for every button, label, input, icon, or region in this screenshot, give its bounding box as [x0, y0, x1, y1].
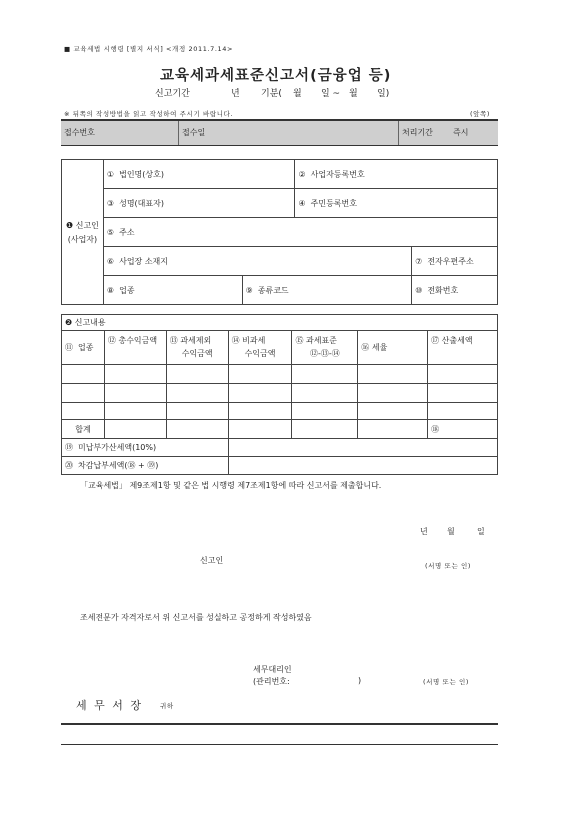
- field-number: ⑨: [245, 285, 253, 295]
- column-number: ⑰: [431, 336, 440, 345]
- agent-management-number-close: ): [358, 676, 362, 685]
- col-header-excluded-revenue: [166, 331, 228, 365]
- period-day-from: 일 ~: [321, 89, 341, 99]
- field-label: 주민등록번호: [310, 198, 357, 208]
- agent-sign-or-seal: (서명 또는 인): [423, 678, 469, 686]
- receipt-number-label: 접수번호: [64, 128, 95, 137]
- table-cell[interactable]: [228, 365, 292, 384]
- field-number: ⑩: [415, 285, 423, 295]
- date-day: 일: [477, 527, 485, 536]
- table-cell[interactable]: [358, 365, 428, 384]
- instruction-note: ※ 뒤쪽의 작성방법을 읽고 작성하여 주시기 바랍니다.: [64, 110, 234, 118]
- col-header-calculated-tax: [428, 331, 498, 365]
- receipt-divider: [398, 121, 399, 145]
- field-label: 법인명(상호): [119, 169, 164, 179]
- table-cell[interactable]: [62, 384, 105, 403]
- receipt-bar: [61, 119, 498, 146]
- column-label-line2: 수익금액: [181, 349, 213, 358]
- field-email[interactable]: [412, 247, 498, 276]
- agent-statement: 조세전문가 자격자로서 위 신고서를 성실하고 공정하게 작성하였음: [80, 613, 312, 622]
- agent-management-number: (관리번호:: [253, 677, 290, 686]
- unpaid-penalty-label: [62, 439, 229, 457]
- total-number: ⑱: [431, 424, 440, 434]
- period-year: 년: [231, 89, 240, 99]
- field-label: 사업장 소재지: [119, 256, 169, 266]
- field-phone[interactable]: [412, 276, 498, 305]
- table-cell[interactable]: [292, 403, 358, 420]
- period-label: 신고기간: [155, 89, 190, 99]
- column-number: ⑭: [231, 336, 240, 345]
- table-cell[interactable]: [104, 420, 166, 439]
- table-cell[interactable]: [166, 384, 228, 403]
- field-label: 종류코드: [257, 285, 289, 295]
- receipt-date-label: 접수일: [182, 128, 206, 137]
- field-business-reg-no[interactable]: [295, 160, 498, 189]
- column-label: 세율: [371, 343, 388, 352]
- column-label-line2: 수익금액: [244, 349, 276, 358]
- total-label: 합계: [62, 420, 105, 439]
- field-business-location[interactable]: [103, 247, 411, 276]
- period-month-to: 월: [349, 89, 358, 99]
- receipt-divider: [178, 121, 179, 145]
- table-cell[interactable]: [358, 384, 428, 403]
- unpaid-penalty-row: [62, 439, 498, 457]
- table-cell[interactable]: [292, 384, 358, 403]
- field-label: 성명(대표자): [119, 198, 164, 208]
- table-cell[interactable]: [358, 420, 428, 439]
- table-row: [62, 365, 498, 384]
- field-number: ⑧: [106, 285, 115, 295]
- column-number: ⑫: [107, 336, 116, 345]
- net-payable-row: [62, 457, 498, 475]
- table-row: [62, 384, 498, 403]
- period-month-from: 월: [293, 89, 302, 99]
- col-header-tax-base: [292, 331, 358, 365]
- filer-section-label-line1: ❶ 신고인: [66, 220, 99, 230]
- table-cell[interactable]: [104, 365, 166, 384]
- report-section-label: ❷ 신고내용: [62, 315, 498, 331]
- legal-reference: ■ 교육세법 시행령 [별지 서식] <개정 2011.7.14>: [64, 45, 234, 53]
- field-number: ⑤: [106, 227, 115, 237]
- period-quarter: 기분(: [261, 89, 282, 99]
- date-year: 년: [420, 527, 428, 536]
- column-number: ⑯: [361, 343, 370, 352]
- row-number: ⑲: [65, 443, 73, 452]
- form-title: 교육세과세표준신고서(금융업 등): [160, 68, 392, 84]
- column-label: 산출세액: [441, 336, 473, 345]
- table-cell[interactable]: [292, 420, 358, 439]
- table-cell[interactable]: [228, 403, 292, 420]
- field-address[interactable]: [103, 218, 497, 247]
- field-resident-reg-no[interactable]: [295, 189, 498, 218]
- table-cell[interactable]: [166, 403, 228, 420]
- net-payable-value[interactable]: [228, 457, 497, 475]
- total-tax-cell[interactable]: [428, 420, 498, 439]
- bottom-divider: [61, 744, 498, 745]
- bottom-divider: [61, 723, 498, 725]
- table-cell[interactable]: [166, 365, 228, 384]
- date-month: 월: [447, 527, 455, 536]
- table-cell[interactable]: [62, 403, 105, 420]
- unpaid-penalty-value[interactable]: [228, 439, 497, 457]
- table-cell[interactable]: [428, 365, 498, 384]
- filer-info-table: [61, 159, 498, 305]
- processing-period-value: 즉시: [453, 128, 469, 137]
- col-header-tax-rate: [358, 331, 428, 365]
- field-number: ③: [106, 198, 115, 208]
- field-type-code[interactable]: [242, 276, 412, 305]
- row-label: 미납부가산세액(10%): [78, 443, 157, 452]
- field-label: 전화번호: [427, 285, 459, 295]
- reporting-period-line: [155, 86, 405, 98]
- field-number: ①: [106, 169, 115, 179]
- field-label: 주소: [119, 227, 135, 237]
- column-number: ⑪: [65, 343, 73, 352]
- column-label: 비과세: [242, 336, 266, 345]
- field-label: 전자우편주소: [427, 256, 474, 266]
- field-company-name[interactable]: [103, 160, 295, 189]
- table-cell[interactable]: [62, 365, 105, 384]
- column-label-line2: ⑫-⑬-⑭: [309, 349, 340, 358]
- column-label: 업종: [78, 343, 94, 352]
- column-number: ⑮: [295, 336, 304, 345]
- declaration-statement: 「교육세법」 제9조제1항 및 같은 법 시행령 제7조제1항에 따라 신고서를 제출합니다.: [80, 481, 382, 490]
- row-label: 차감납부세액(⑱ + ⑲): [78, 461, 159, 470]
- declaration-date: [420, 526, 492, 538]
- report-contents-table: [61, 314, 498, 475]
- table-cell[interactable]: [228, 420, 292, 439]
- field-number: ⑦: [415, 256, 423, 266]
- col-header-nontaxable-revenue: [228, 331, 292, 365]
- field-representative-name[interactable]: [103, 189, 295, 218]
- table-cell[interactable]: [292, 365, 358, 384]
- field-industry[interactable]: [103, 276, 242, 305]
- table-cell[interactable]: [428, 403, 498, 420]
- column-number: ⑬: [169, 336, 178, 345]
- column-label: 총수익금액: [118, 336, 158, 345]
- processing-period-label: 처리기간: [402, 128, 433, 137]
- field-label: 업종: [119, 285, 135, 295]
- filer-section-label: [62, 160, 104, 305]
- filer-section-label-line2: (사업자): [67, 234, 98, 244]
- table-cell[interactable]: [358, 403, 428, 420]
- front-side-label: (앞쪽): [470, 110, 491, 118]
- column-label: 과세표준: [306, 336, 337, 345]
- table-cell[interactable]: [104, 384, 166, 403]
- filer-signature-label: 신고인: [200, 556, 224, 565]
- column-label: 과세제외: [180, 336, 212, 345]
- table-cell[interactable]: [104, 403, 166, 420]
- col-header-total-revenue: [104, 331, 166, 365]
- col-header-industry: [62, 331, 105, 365]
- table-cell[interactable]: [166, 420, 228, 439]
- tax-office-head: 세 무 서 장: [76, 699, 143, 712]
- field-number: ④: [298, 198, 306, 208]
- filer-sign-or-seal: (서명 또는 인): [425, 562, 471, 570]
- honorific: 귀하: [160, 702, 174, 710]
- total-row: [62, 420, 498, 439]
- table-cell[interactable]: [428, 384, 498, 403]
- tax-agent-label: 세무대리인: [253, 665, 292, 674]
- field-number: ②: [298, 169, 306, 179]
- row-number: ⑳: [65, 461, 73, 470]
- field-number: ⑥: [106, 256, 115, 266]
- field-label: 사업자등록번호: [310, 169, 365, 179]
- net-payable-label: [62, 457, 229, 475]
- table-row: [62, 403, 498, 420]
- table-cell[interactable]: [228, 384, 292, 403]
- period-day-to: 일): [377, 89, 390, 99]
